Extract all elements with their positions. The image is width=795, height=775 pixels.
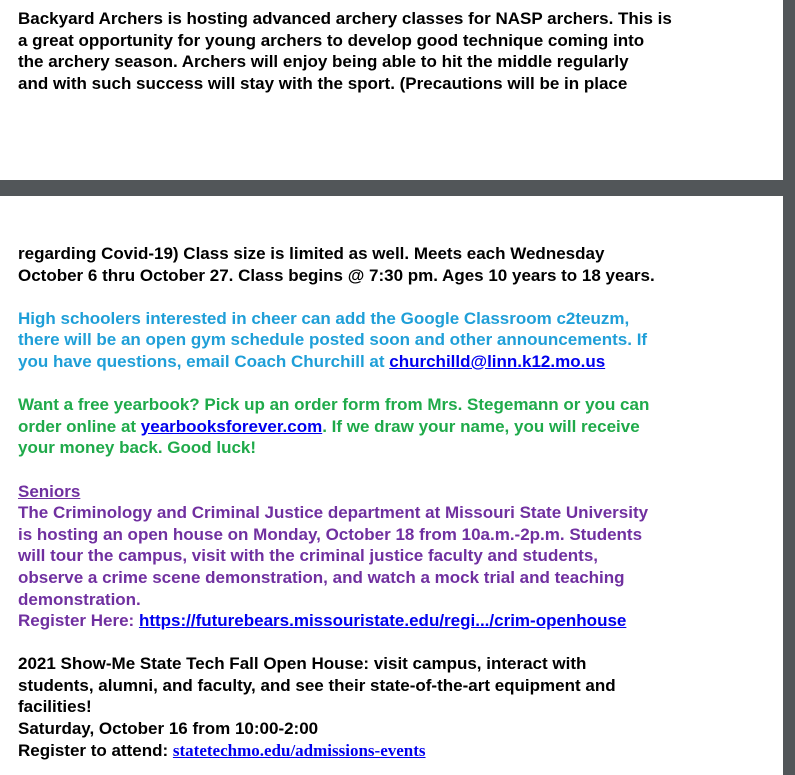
archery-line: Backyard Archers is hosting advanced archery classes for NASP archers. This is [18,9,672,28]
archery-line: a great opportunity for young archers to develop good technique coming into [18,30,645,50]
seniors-line: demonstration. [18,589,141,609]
showme-announcement [18,653,743,761]
page-2-content [18,243,743,761]
email-link[interactable]: churchilld@linn.k12.mo.us [389,351,606,371]
statetech-register-link[interactable]: statetechmo.edu/admissions-events [172,740,426,760]
pdf-page-2 [0,196,783,775]
archery-line: and with such success will stay with the sport. (Precautions will be in place [18,73,628,93]
seniors-register-line [18,610,743,632]
seniors-line: observe a crime scene demonstration, and watch a mock trial and teaching [18,567,625,587]
register-label: Register to attend: [18,740,173,760]
cheer-line: there will be an open gym schedule posted soon and other announcements. If [18,330,648,350]
archery-continued [18,243,743,286]
yearbook-line [18,416,743,438]
cheer-announcement [18,308,743,373]
yearbook-text: . If we draw your name, you will receive [322,416,640,436]
missouri-state-register-link[interactable]: https://futurebears.missouristate.edu/regi.../crim-openhouse [138,611,627,631]
yearbook-announcement [18,394,743,459]
cheer-line [18,351,743,373]
showme-line: facilities! [18,697,92,717]
showme-register-line [18,740,743,762]
yearbook-link[interactable]: yearbooksforever.com [140,416,323,436]
showme-line: students, alumni, and faculty, and see their state-of-the-art equipment and [18,675,616,695]
register-label: Register Here: [18,611,139,631]
seniors-announcement [18,481,743,632]
yearbook-line: Want a free yearbook? Pick up an order form from Mrs. Stegemann or you can [18,395,650,415]
seniors-line: is hosting an open house on Monday, October 18 from 10a.m.-2p.m. Students [18,524,643,544]
yearbook-text: order online at [18,416,141,436]
archery-line: regarding Covid-19) Class size is limited as well. Meets each Wednesday [18,244,605,263]
archery-paragraph [18,8,743,94]
showme-line: 2021 Show-Me State Tech Fall Open House: visit campus, interact with [18,654,587,674]
showme-line: Saturday, October 16 from 10:00-2:00 [18,719,319,739]
seniors-line: The Criminology and Criminal Justice department at Missouri State University [18,503,649,523]
pdf-page-1 [0,0,783,180]
archery-line: October 6 thru October 27. Class begins @ 7:30 pm. Ages 10 years to 18 years. [18,265,655,285]
seniors-heading: Seniors [18,481,81,501]
archery-line: the archery season. Archers will enjoy being able to hit the middle regularly [18,52,629,72]
cheer-line: High schoolers interested in cheer can add the Google Classroom c2teuzm, [18,308,630,328]
cheer-line-text: you have questions, email Coach Churchill at [18,351,390,371]
yearbook-line: your money back. Good luck! [18,438,257,458]
seniors-line: will tour the campus, visit with the criminal justice faculty and students, [18,546,599,566]
